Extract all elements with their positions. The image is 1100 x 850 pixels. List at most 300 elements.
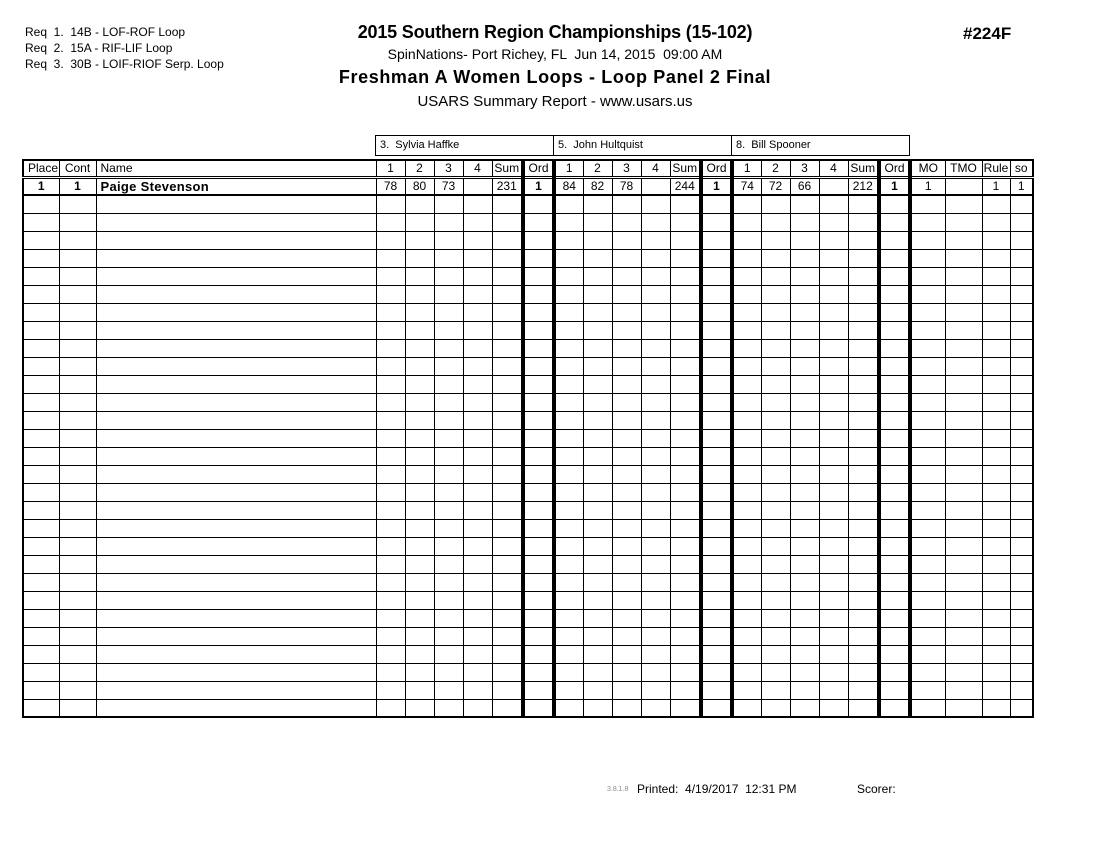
empty-cell (434, 591, 463, 609)
empty-cell (96, 357, 376, 375)
col-header-4: 4 (463, 160, 492, 177)
empty-cell (945, 285, 982, 303)
empty-row (23, 393, 1033, 411)
empty-row (23, 375, 1033, 393)
empty-cell (612, 609, 641, 627)
empty-cell (819, 645, 848, 663)
empty-cell (848, 465, 879, 483)
empty-cell (982, 303, 1010, 321)
empty-cell (59, 285, 96, 303)
empty-cell (910, 231, 945, 249)
empty-cell (848, 213, 879, 231)
empty-row (23, 195, 1033, 213)
empty-cell (554, 447, 583, 465)
empty-cell (96, 285, 376, 303)
empty-cell (819, 627, 848, 645)
col-header-ord: Ord (523, 160, 554, 177)
empty-cell (612, 519, 641, 537)
empty-cell (376, 447, 405, 465)
empty-cell (732, 411, 761, 429)
empty-cell (982, 195, 1010, 213)
empty-cell (96, 213, 376, 231)
ordinal-value: 1 (701, 177, 732, 195)
empty-cell (641, 609, 670, 627)
empty-cell (819, 573, 848, 591)
empty-cell (701, 645, 732, 663)
empty-cell (641, 339, 670, 357)
empty-cell (761, 627, 790, 645)
empty-cell (463, 483, 492, 501)
col-header-4: 4 (641, 160, 670, 177)
empty-cell (434, 465, 463, 483)
empty-cell (1010, 519, 1033, 537)
empty-cell (434, 393, 463, 411)
empty-cell (910, 699, 945, 717)
empty-row (23, 267, 1033, 285)
empty-cell (434, 537, 463, 555)
empty-cell (910, 393, 945, 411)
empty-cell (96, 573, 376, 591)
empty-cell (463, 681, 492, 699)
empty-cell (554, 483, 583, 501)
printed-label: Printed: (637, 782, 679, 796)
empty-cell (732, 303, 761, 321)
empty-cell (848, 627, 879, 645)
col-header-3: 3 (434, 160, 463, 177)
empty-cell (945, 321, 982, 339)
empty-cell (59, 213, 96, 231)
empty-cell (463, 339, 492, 357)
empty-cell (612, 339, 641, 357)
empty-cell (670, 195, 701, 213)
empty-cell (701, 519, 732, 537)
empty-cell (434, 339, 463, 357)
empty-cell (463, 555, 492, 573)
competitor-row (23, 177, 1033, 195)
empty-cell (819, 285, 848, 303)
empty-cell (670, 321, 701, 339)
empty-cell (434, 663, 463, 681)
empty-cell (910, 483, 945, 501)
scorer-label: Scorer: (857, 782, 896, 796)
empty-cell (463, 195, 492, 213)
empty-row (23, 645, 1033, 663)
empty-cell (405, 663, 434, 681)
empty-cell (405, 645, 434, 663)
empty-cell (1010, 213, 1033, 231)
judge-name-box-3: 8. Bill Spooner (731, 135, 910, 156)
empty-cell (670, 519, 701, 537)
score-value (641, 177, 670, 195)
empty-cell (554, 195, 583, 213)
empty-cell (376, 609, 405, 627)
empty-cell (612, 483, 641, 501)
empty-cell (910, 627, 945, 645)
empty-cell (376, 249, 405, 267)
requirement-line: Req 1. 14B - LOF-ROF Loop (25, 25, 186, 39)
empty-cell (879, 393, 910, 411)
empty-cell (96, 681, 376, 699)
empty-cell (492, 627, 523, 645)
empty-cell (641, 249, 670, 267)
empty-cell (761, 357, 790, 375)
empty-cell (1010, 627, 1033, 645)
empty-cell (982, 393, 1010, 411)
empty-cell (732, 501, 761, 519)
empty-cell (732, 663, 761, 681)
empty-cell (701, 429, 732, 447)
empty-cell (670, 339, 701, 357)
empty-cell (761, 645, 790, 663)
sum-value: 231 (492, 177, 523, 195)
empty-cell (1010, 267, 1033, 285)
empty-cell (463, 699, 492, 717)
empty-cell (405, 411, 434, 429)
empty-cell (59, 627, 96, 645)
empty-cell (761, 213, 790, 231)
empty-cell (554, 537, 583, 555)
col-header-sum: Sum (492, 160, 523, 177)
empty-cell (23, 555, 59, 573)
empty-cell (732, 195, 761, 213)
empty-cell (879, 699, 910, 717)
empty-cell (848, 537, 879, 555)
empty-cell (670, 411, 701, 429)
empty-cell (848, 429, 879, 447)
empty-cell (790, 537, 819, 555)
empty-cell (612, 231, 641, 249)
empty-cell (376, 483, 405, 501)
empty-cell (23, 357, 59, 375)
empty-cell (910, 267, 945, 285)
empty-cell (59, 411, 96, 429)
empty-cell (790, 645, 819, 663)
empty-cell (641, 573, 670, 591)
empty-cell (790, 447, 819, 465)
empty-cell (554, 519, 583, 537)
empty-cell (492, 483, 523, 501)
empty-cell (523, 609, 554, 627)
empty-cell (761, 393, 790, 411)
empty-cell (23, 267, 59, 285)
empty-cell (59, 429, 96, 447)
empty-cell (1010, 609, 1033, 627)
empty-cell (59, 681, 96, 699)
empty-cell (910, 303, 945, 321)
empty-row (23, 699, 1033, 717)
empty-cell (732, 591, 761, 609)
empty-cell (23, 627, 59, 645)
empty-cell (670, 483, 701, 501)
empty-cell (583, 321, 612, 339)
empty-cell (945, 681, 982, 699)
empty-cell (492, 285, 523, 303)
col-header-cont: Cont (59, 160, 96, 177)
empty-cell (819, 393, 848, 411)
empty-cell (434, 357, 463, 375)
empty-cell (910, 249, 945, 267)
score-table-container (22, 159, 1034, 718)
empty-cell (910, 285, 945, 303)
empty-cell (701, 393, 732, 411)
empty-cell (1010, 339, 1033, 357)
empty-cell (701, 699, 732, 717)
empty-cell (434, 555, 463, 573)
empty-cell (761, 699, 790, 717)
empty-cell (612, 681, 641, 699)
empty-row (23, 681, 1033, 699)
empty-cell (405, 375, 434, 393)
empty-cell (583, 555, 612, 573)
empty-cell (848, 231, 879, 249)
empty-cell (96, 537, 376, 555)
empty-cell (848, 681, 879, 699)
empty-cell (910, 537, 945, 555)
empty-cell (790, 339, 819, 357)
empty-cell (583, 285, 612, 303)
empty-cell (583, 537, 612, 555)
empty-cell (945, 429, 982, 447)
empty-cell (59, 663, 96, 681)
empty-cell (405, 465, 434, 483)
empty-cell (982, 375, 1010, 393)
empty-cell (641, 519, 670, 537)
empty-cell (23, 573, 59, 591)
empty-cell (523, 699, 554, 717)
col-header-2: 2 (583, 160, 612, 177)
col-header-sum: Sum (848, 160, 879, 177)
col-header-name: Name (96, 160, 376, 177)
empty-cell (463, 321, 492, 339)
empty-cell (583, 411, 612, 429)
empty-cell (641, 303, 670, 321)
empty-cell (982, 321, 1010, 339)
empty-cell (982, 519, 1010, 537)
empty-cell (434, 267, 463, 285)
empty-cell (732, 393, 761, 411)
empty-cell (96, 303, 376, 321)
empty-cell (523, 213, 554, 231)
empty-cell (463, 231, 492, 249)
empty-cell (641, 285, 670, 303)
page-title: 2015 Southern Region Championships (15-102) (357, 22, 753, 42)
empty-cell (612, 537, 641, 555)
empty-cell (945, 303, 982, 321)
empty-cell (554, 573, 583, 591)
empty-cell (945, 465, 982, 483)
empty-cell (376, 501, 405, 519)
empty-cell (23, 483, 59, 501)
empty-cell (848, 519, 879, 537)
empty-cell (583, 357, 612, 375)
empty-cell (612, 429, 641, 447)
empty-row (23, 447, 1033, 465)
empty-cell (879, 267, 910, 285)
empty-cell (554, 429, 583, 447)
empty-cell (554, 321, 583, 339)
empty-cell (879, 627, 910, 645)
empty-cell (1010, 483, 1033, 501)
empty-cell (434, 645, 463, 663)
empty-cell (434, 429, 463, 447)
empty-cell (583, 501, 612, 519)
empty-cell (819, 555, 848, 573)
empty-cell (59, 465, 96, 483)
empty-cell (612, 699, 641, 717)
empty-cell (670, 627, 701, 645)
empty-cell (96, 591, 376, 609)
empty-cell (405, 285, 434, 303)
empty-cell (732, 267, 761, 285)
empty-cell (492, 339, 523, 357)
empty-cell (405, 555, 434, 573)
empty-cell (732, 249, 761, 267)
empty-cell (523, 573, 554, 591)
empty-cell (463, 357, 492, 375)
empty-cell (23, 537, 59, 555)
empty-cell (761, 681, 790, 699)
empty-cell (670, 609, 701, 627)
empty-cell (879, 681, 910, 699)
empty-cell (463, 465, 492, 483)
empty-cell (910, 681, 945, 699)
empty-cell (701, 195, 732, 213)
empty-cell (376, 537, 405, 555)
empty-cell (434, 303, 463, 321)
empty-cell (23, 393, 59, 411)
empty-cell (1010, 249, 1033, 267)
empty-cell (790, 483, 819, 501)
empty-cell (1010, 411, 1033, 429)
empty-cell (1010, 231, 1033, 249)
empty-cell (405, 303, 434, 321)
empty-cell (819, 411, 848, 429)
requirements-list (25, 24, 224, 72)
score-table (22, 159, 1034, 718)
empty-cell (910, 375, 945, 393)
empty-cell (670, 303, 701, 321)
empty-cell (59, 519, 96, 537)
empty-cell (848, 411, 879, 429)
empty-cell (819, 699, 848, 717)
empty-cell (612, 411, 641, 429)
empty-cell (554, 609, 583, 627)
empty-cell (583, 465, 612, 483)
empty-cell (641, 357, 670, 375)
empty-cell (376, 465, 405, 483)
empty-cell (59, 321, 96, 339)
empty-cell (492, 411, 523, 429)
empty-cell (59, 267, 96, 285)
empty-cell (463, 663, 492, 681)
empty-cell (670, 267, 701, 285)
empty-cell (554, 213, 583, 231)
empty-cell (819, 303, 848, 321)
empty-cell (463, 609, 492, 627)
empty-cell (879, 339, 910, 357)
empty-cell (982, 213, 1010, 231)
empty-cell (59, 357, 96, 375)
empty-cell (523, 537, 554, 555)
empty-cell (848, 591, 879, 609)
empty-cell (492, 375, 523, 393)
empty-cell (701, 375, 732, 393)
empty-cell (523, 375, 554, 393)
empty-cell (945, 645, 982, 663)
empty-cell (492, 609, 523, 627)
col-header-place: Place (23, 160, 59, 177)
empty-cell (523, 663, 554, 681)
empty-cell (523, 411, 554, 429)
col-header-2: 2 (405, 160, 434, 177)
empty-cell (23, 411, 59, 429)
empty-cell (790, 393, 819, 411)
empty-cell (1010, 645, 1033, 663)
empty-cell (554, 267, 583, 285)
empty-cell (492, 357, 523, 375)
empty-cell (1010, 465, 1033, 483)
empty-cell (879, 447, 910, 465)
col-header-3: 3 (612, 160, 641, 177)
empty-row (23, 555, 1033, 573)
empty-cell (1010, 357, 1033, 375)
empty-cell (612, 267, 641, 285)
empty-row (23, 213, 1033, 231)
empty-cell (434, 483, 463, 501)
report-header (205, 22, 905, 110)
mo-value: 1 (910, 177, 945, 195)
empty-cell (641, 537, 670, 555)
empty-cell (492, 555, 523, 573)
empty-cell (732, 483, 761, 501)
empty-cell (641, 429, 670, 447)
empty-cell (982, 627, 1010, 645)
empty-cell (376, 555, 405, 573)
empty-cell (670, 357, 701, 375)
empty-cell (670, 699, 701, 717)
empty-cell (612, 663, 641, 681)
empty-cell (819, 501, 848, 519)
empty-row (23, 429, 1033, 447)
empty-cell (59, 501, 96, 519)
empty-cell (583, 627, 612, 645)
empty-cell (701, 267, 732, 285)
empty-cell (376, 231, 405, 249)
empty-cell (670, 429, 701, 447)
empty-cell (23, 429, 59, 447)
empty-cell (554, 357, 583, 375)
empty-cell (910, 195, 945, 213)
empty-cell (96, 483, 376, 501)
col-header-1: 1 (376, 160, 405, 177)
empty-cell (819, 249, 848, 267)
empty-cell (641, 627, 670, 645)
empty-cell (463, 267, 492, 285)
empty-cell (554, 375, 583, 393)
empty-cell (376, 285, 405, 303)
empty-cell (23, 303, 59, 321)
empty-cell (641, 501, 670, 519)
empty-cell (405, 519, 434, 537)
empty-cell (982, 483, 1010, 501)
empty-cell (463, 501, 492, 519)
empty-cell (761, 285, 790, 303)
empty-cell (583, 573, 612, 591)
empty-cell (701, 411, 732, 429)
empty-cell (376, 573, 405, 591)
empty-cell (554, 501, 583, 519)
empty-cell (641, 231, 670, 249)
